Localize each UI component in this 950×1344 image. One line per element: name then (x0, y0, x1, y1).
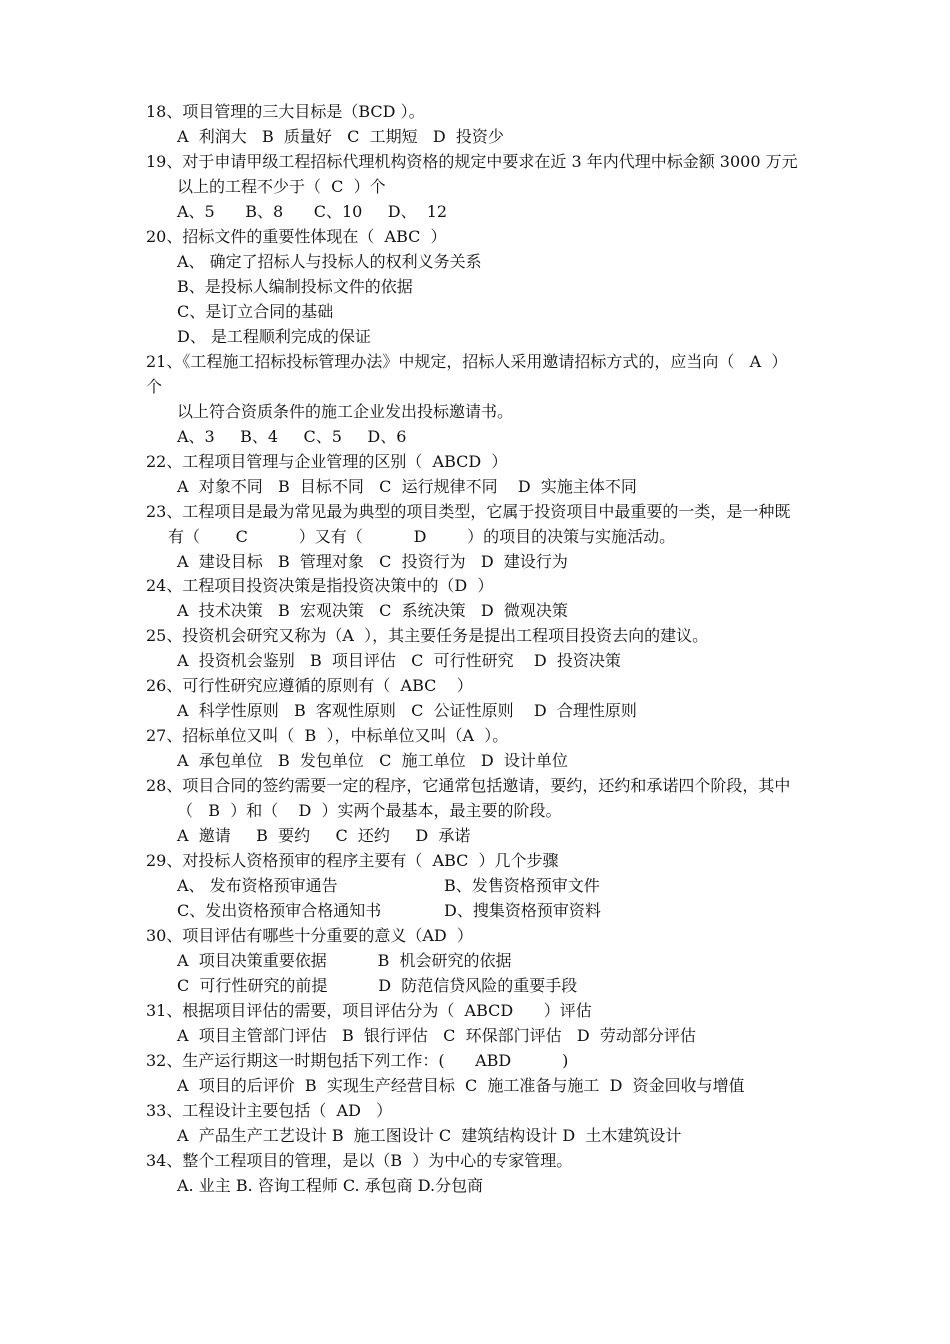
question-18-stem: 18、项目管理的三大目标是（BCD ）。 (146, 102, 425, 121)
question-20-option-d: D、 是工程顺利完成的保证 (177, 327, 371, 346)
question-32-stem: 32、生产运行期这一时期包括下列工作：( ABD ) (146, 1051, 569, 1070)
question-25-stem: 25、投资机会研究又称为（A ），其主要任务是提出工程项目投资去向的建议。 (146, 626, 709, 645)
question-27-stem: 27、招标单位又叫（ B ），中标单位又叫（A ）。 (146, 726, 509, 745)
question-31-options: A 项目主管部门评估 B 银行评估 C 环保部门评估 D 劳动部分评估 (177, 1026, 696, 1045)
question-33-options: A 产品生产工艺设计 B 施工图设计 C 建筑结构设计 D 土木建筑设计 (177, 1126, 682, 1145)
question-29-stem: 29、对投标人资格预审的程序主要有（ ABC ）几个步骤 (146, 851, 559, 870)
question-33-stem: 33、工程设计主要包括（ AD ） (146, 1101, 393, 1120)
question-29-option-c: C、发出资格预审合格通知书 (177, 901, 382, 920)
question-29-option-d: D、搜集资格预审资料 (444, 901, 601, 920)
question-20-option-b: B、是投标人编制投标文件的依据 (177, 277, 413, 296)
question-23-stem: 23、工程项目是最为常见最为典型的项目类型，它属于投资项目中最重要的一类，是一种既 (146, 502, 791, 521)
question-34-options: A. 业主 B. 咨询工程师 C. 承包商 D.分包商 (177, 1176, 484, 1195)
question-30-stem: 30、项目评估有哪些十分重要的意义（AD ） (146, 926, 473, 945)
question-19-stem: 19、对于申请甲级工程招标代理机构资格的规定中要求在近 3 年内代理中标金额 3000 万元 (146, 152, 798, 171)
question-30-options-ab: A 项目决策重要依据 B 机会研究的依据 (177, 951, 512, 970)
question-31-stem: 31、根据项目评估的需要，项目评估分为（ ABCD ）评估 (146, 1001, 592, 1020)
question-20-stem: 20、招标文件的重要性体现在（ ABC ） (146, 227, 447, 246)
question-28-stem-continued: （ B ）和（ D ）实两个最基本，最主要的阶段。 (177, 801, 562, 820)
question-22-options: A 对象不同 B 目标不同 C 运行规律不同 D 实施主体不同 (177, 477, 637, 496)
question-24-stem: 24、工程项目投资决策是指投资决策中的（D ） (146, 576, 494, 595)
question-23-options: A 建设目标 B 管理对象 C 投资行为 D 建设行为 (177, 552, 568, 571)
question-21-options: A、3 B、4 C、5 D、6 (177, 427, 407, 446)
question-26-stem: 26、可行性研究应遵循的原则有（ ABC ） (146, 676, 473, 695)
question-28-stem: 28、项目合同的签约需要一定的程序，它通常包括邀请，要约，还约和承诺四个阶段，其中 (146, 776, 791, 795)
question-21-stem-continued: 以上符合资质条件的施工企业发出投标邀请书。 (177, 402, 514, 421)
question-19-stem-continued: 以上的工程不少于（ C ）个 (177, 177, 386, 196)
question-23-stem-continued: 有（ C ）又有（ D ）的项目的决策与实施活动。 (168, 527, 676, 546)
question-30-options-cd: C 可行性研究的前提 D 防范信贷风险的重要手段 (177, 976, 578, 995)
question-20-option-a: A、 确定了招标人与投标人的权利义务关系 (177, 252, 482, 271)
question-27-options: A 承包单位 B 发包单位 C 施工单位 D 设计单位 (177, 751, 568, 770)
question-25-options: A 投资机会鉴别 B 项目评估 C 可行性研究 D 投资决策 (177, 651, 621, 670)
question-20-option-c: C、是订立合同的基础 (177, 302, 334, 321)
question-29-option-b: B、发售资格预审文件 (444, 876, 600, 895)
question-32-options: A 项目的后评价 B 实现生产经营目标 C 施工准备与施工 D 资金回收与增值 (177, 1076, 745, 1095)
question-28-options: A 邀请 B 要约 C 还约 D 承诺 (177, 826, 471, 845)
question-34-stem: 34、整个工程项目的管理，是以（B ）为中心的专家管理。 (146, 1151, 573, 1170)
question-22-stem: 22、工程项目管理与企业管理的区别（ ABCD ） (146, 452, 508, 471)
question-26-options: A 科学性原则 B 客观性原则 C 公证性原则 D 合理性原则 (177, 701, 637, 720)
question-21-stem: 21、《工程施工招标投标管理办法》中规定，招标人采用邀请招标方式的，应当向（ A ） (146, 352, 788, 371)
question-19-options: A、5 B、8 C、10 D、 12 (177, 202, 448, 221)
question-24-options: A 技术决策 B 宏观决策 C 系统决策 D 微观决策 (177, 601, 568, 620)
question-21-stem-wrap: 个 (146, 377, 163, 396)
question-29-option-a: A、 发布资格预审通告 (177, 876, 338, 895)
question-18-options: A 利润大 B 质量好 C 工期短 D 投资少 (177, 127, 504, 146)
